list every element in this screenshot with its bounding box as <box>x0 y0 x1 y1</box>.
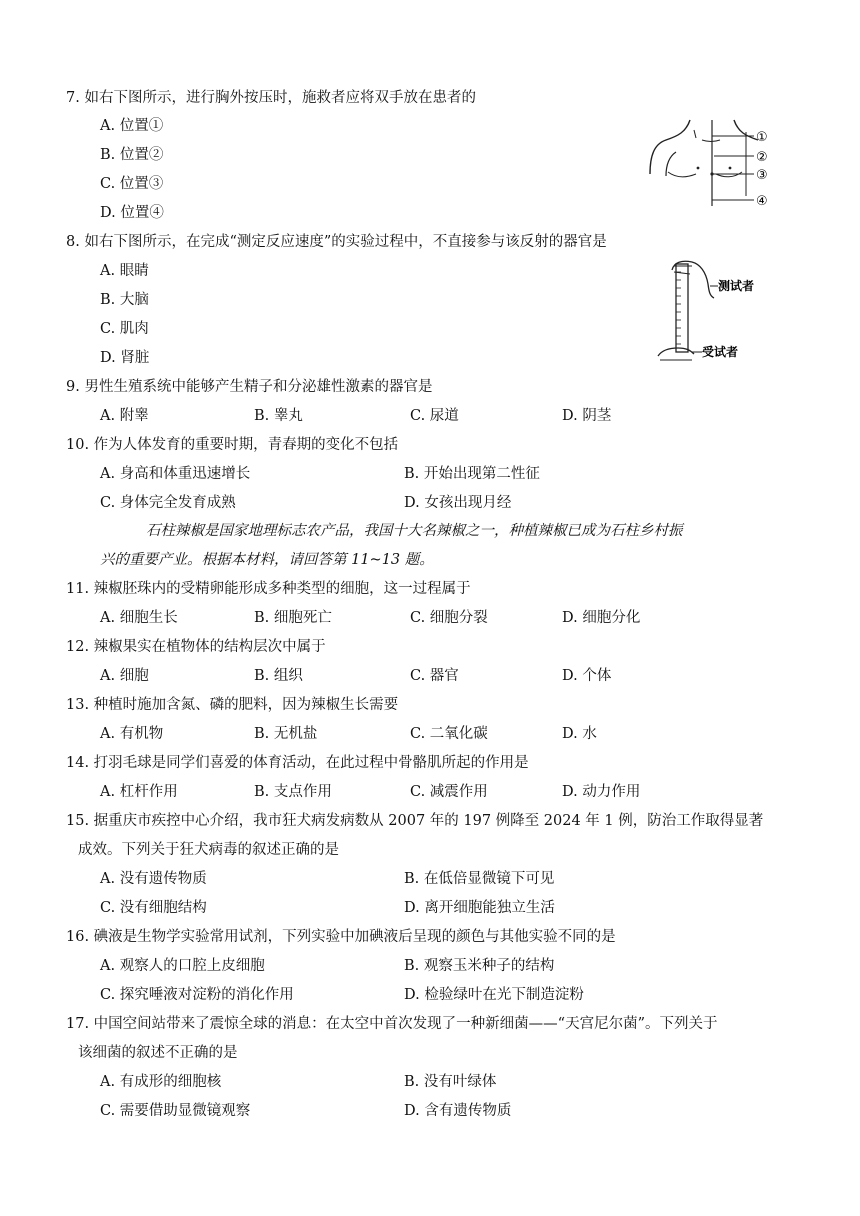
q15-option-c: C. 没有细胞结构 <box>100 900 207 916</box>
q9-option-c: C. 尿道 <box>410 408 459 424</box>
q17-option-a: A. 有成形的细胞核 <box>100 1074 222 1090</box>
q16-option-b: B. 观察玉米种子的结构 <box>404 958 555 974</box>
q15-stem-line-2: 成效。下列关于狂犬病毒的叙述正确的是 <box>78 842 339 858</box>
q16-option-d: D. 检验绿叶在光下制造淀粉 <box>404 987 584 1003</box>
q12-option-c: C. 器官 <box>410 668 459 684</box>
q12-option-a: A. 细胞 <box>100 668 149 684</box>
q12-stem: 12. 辣椒果实在植物体的结构层次中属于 <box>66 639 326 655</box>
q9-option-b: B. 睾丸 <box>254 408 303 424</box>
q15-option-d: D. 离开细胞能独立生活 <box>404 900 555 916</box>
q17-stem-line-2: 该细菌的叙述不正确的是 <box>78 1045 238 1061</box>
q15-option-a: A. 没有遗传物质 <box>100 871 207 887</box>
q11-option-c: C. 细胞分裂 <box>410 610 488 626</box>
q14-option-b: B. 支点作用 <box>254 784 332 800</box>
position-1-label: ① <box>756 130 768 145</box>
q11-option-b: B. 细胞死亡 <box>254 610 332 626</box>
q16-option-a: A. 观察人的口腔上皮细胞 <box>100 958 265 974</box>
q13-option-b: B. 无机盐 <box>254 726 318 742</box>
q7-option-b: B. 位置② <box>100 147 164 163</box>
q11-option-a: A. 细胞生长 <box>100 610 178 626</box>
q14-option-d: D. 动力作用 <box>562 784 641 800</box>
passage-line-1: 石柱辣椒是国家地理标志农产品，我国十大名辣椒之一，种植辣椒已成为石柱乡村振 <box>146 523 683 539</box>
q10-stem: 10. 作为人体发育的重要时期，青春期的变化不包括 <box>66 437 399 453</box>
q12-option-d: D. 个体 <box>562 668 612 684</box>
q7-option-d: D. 位置④ <box>100 205 164 221</box>
q7-option-c: C. 位置③ <box>100 176 164 192</box>
q12-option-b: B. 组织 <box>254 668 303 684</box>
q7-stem: 7. 如右下图所示，进行胸外按压时，施救者应将双手放在患者的 <box>66 90 476 106</box>
position-3-label: ③ <box>756 168 768 183</box>
q14-stem: 14. 打羽毛球是同学们喜爱的体育活动，在此过程中骨骼肌所起的作用是 <box>66 755 529 771</box>
q11-stem: 11. 辣椒胚珠内的受精卵能形成多种类型的细胞，这一过程属于 <box>66 581 471 597</box>
chest-figure <box>646 116 776 212</box>
reaction-test-figure <box>652 256 784 364</box>
chest-outline-drawing <box>646 116 776 212</box>
q9-option-d: D. 阴茎 <box>562 408 612 424</box>
ruler-drop-drawing <box>652 256 784 364</box>
q8-option-d: D. 肾脏 <box>100 350 150 366</box>
q9-stem: 9. 男性生殖系统中能够产生精子和分泌雄性激素的器官是 <box>66 379 433 395</box>
q16-stem: 16. 碘液是生物学实验常用试剂，下列实验中加碘液后呈现的颜色与其他实验不同的是 <box>66 929 616 945</box>
q17-option-d: D. 含有遗传物质 <box>404 1103 512 1119</box>
passage-line-2: 兴的重要产业。根据本材料，请回答第 11~13 题。 <box>100 552 434 568</box>
q16-option-c: C. 探究唾液对淀粉的消化作用 <box>100 987 294 1003</box>
q10-option-c: C. 身体完全发育成熟 <box>100 495 236 511</box>
q8-option-b: B. 大脑 <box>100 292 149 308</box>
q11-option-d: D. 细胞分化 <box>562 610 641 626</box>
position-2-label: ② <box>756 150 768 165</box>
q14-option-c: C. 减震作用 <box>410 784 488 800</box>
q10-option-d: D. 女孩出现月经 <box>404 495 512 511</box>
q8-option-c: C. 肌肉 <box>100 321 149 337</box>
q13-option-a: A. 有机物 <box>100 726 164 742</box>
q8-stem: 8. 如右下图所示，在完成“测定反应速度”的实验过程中，不直接参与该反射的器官是 <box>66 234 607 250</box>
q10-option-a: A. 身高和体重迅速增长 <box>100 466 251 482</box>
q9-option-a: A. 附睾 <box>100 408 149 424</box>
q17-option-b: B. 没有叶绿体 <box>404 1074 497 1090</box>
q17-stem-line-1: 17. 中国空间站带来了震惊全球的消息：在太空中首次发现了一种新细菌——“天宫尼尔菌”。下列关于 <box>66 1016 718 1032</box>
q17-option-c: C. 需要借助显微镜观察 <box>100 1103 251 1119</box>
q14-option-a: A. 杠杆作用 <box>100 784 178 800</box>
q15-stem-line-1: 15. 据重庆市疾控中心介绍，我市狂犬病发病数从 2007 年的 197 例降至 2024 年 1 例，防治工作取得显著 <box>66 813 764 829</box>
q10-option-b: B. 开始出现第二性征 <box>404 466 540 482</box>
q13-option-c: C. 二氧化碳 <box>410 726 488 742</box>
tester-label: 测试者 <box>718 279 755 293</box>
q13-stem: 13. 种植时施加含氮、磷的肥料，因为辣椒生长需要 <box>66 697 399 713</box>
q13-option-d: D. 水 <box>562 726 597 742</box>
subject-label: 受试者 <box>702 345 739 359</box>
q15-option-b: B. 在低倍显微镜下可见 <box>404 871 555 887</box>
position-4-label: ④ <box>756 194 768 209</box>
q8-option-a: A. 眼睛 <box>100 263 149 279</box>
q7-option-a: A. 位置① <box>100 118 164 134</box>
